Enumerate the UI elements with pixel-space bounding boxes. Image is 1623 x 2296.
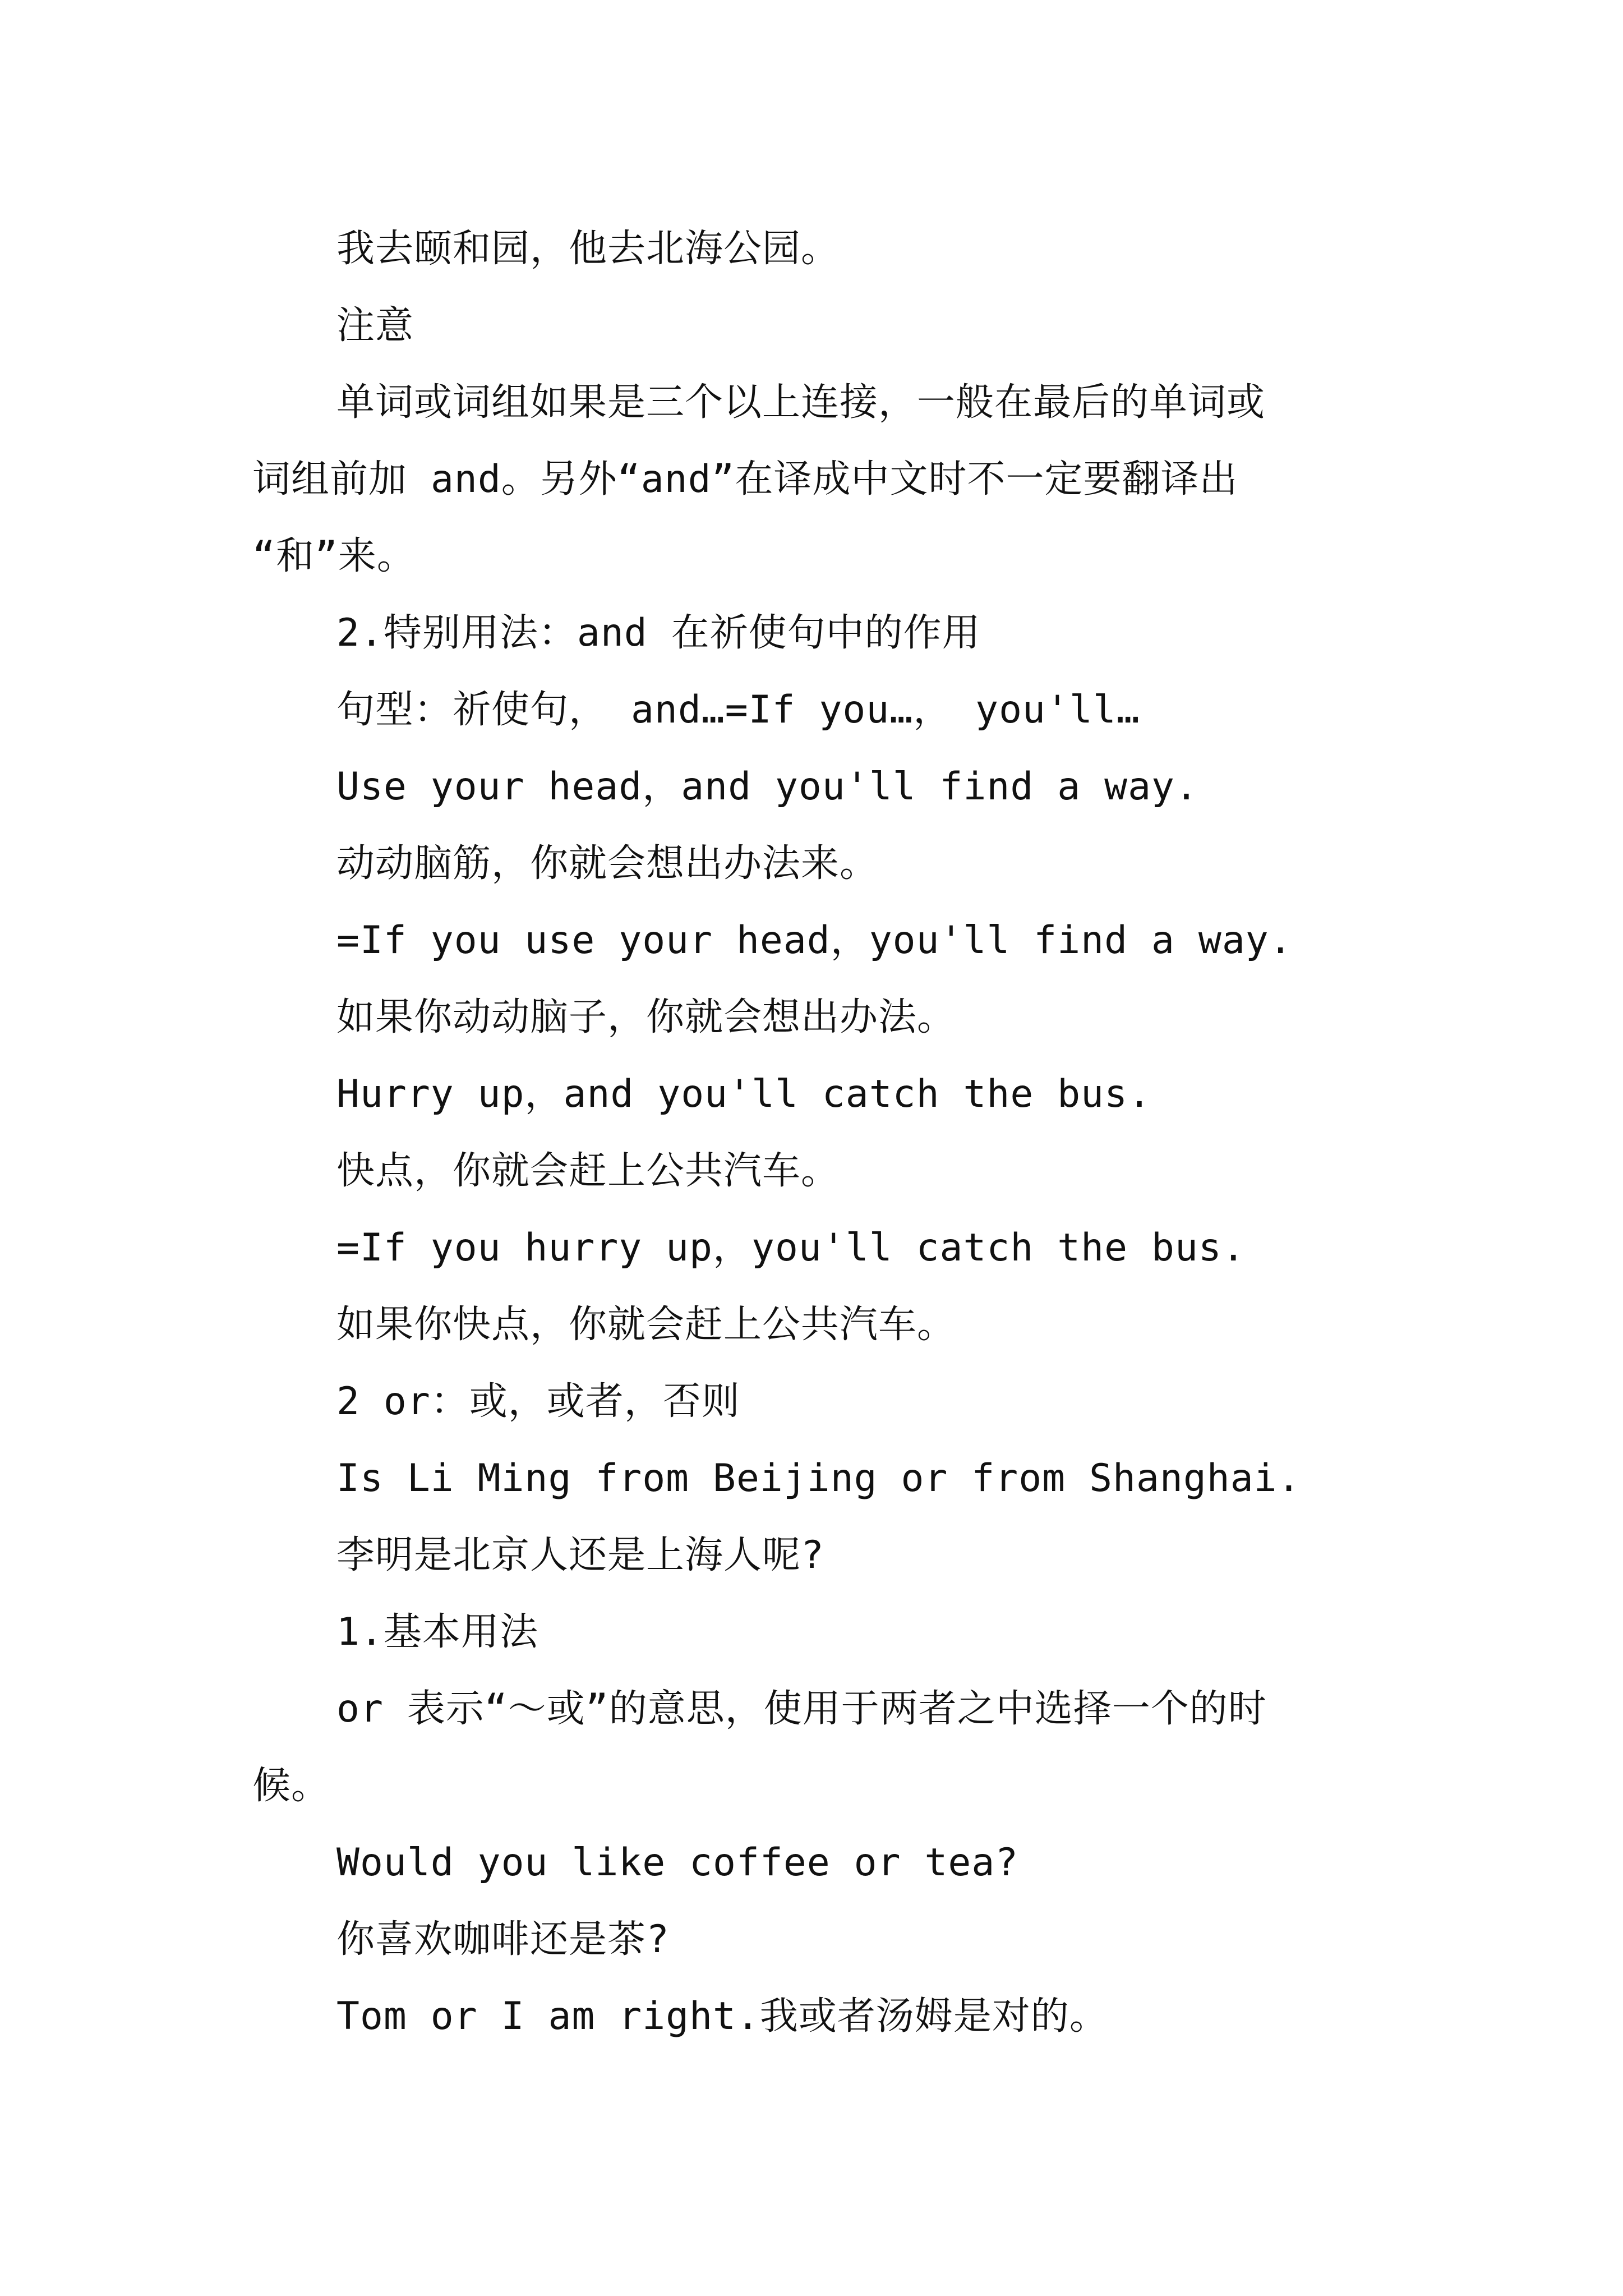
example-sentence: Would you like coffee or tea?: [336, 1841, 1019, 1885]
paragraph-line: “和”来。: [252, 534, 416, 578]
paragraph-line: 句型：祈使句， and…=If you…， you'll…: [336, 688, 1140, 732]
paragraph-line: 我去颐和园，他去北海公园。: [336, 227, 840, 271]
section-heading: 2 or：或，或者，否则: [336, 1379, 740, 1424]
example-translation: 李明是北京人还是上海人呢?: [336, 1533, 824, 1577]
example-translation: 如果你快点，你就会赶上公共汽车。: [336, 1303, 956, 1347]
paragraph-line: 候。: [252, 1764, 330, 1808]
example-sentence: Is Li Ming from Beijing or from Shanghai.: [336, 1456, 1301, 1501]
paragraph-line: or 表示“～或”的意思，使用于两者之中选择一个的时: [336, 1687, 1267, 1731]
document-body: [252, 210, 1391, 2055]
example-sentence: Hurry up，and you'll catch the bus.: [336, 1072, 1152, 1116]
paragraph-line: 词组前加 and。另外“and”在译成中文时不一定要翻译出: [252, 457, 1238, 501]
example-translation: 快点，你就会赶上公共汽车。: [336, 1149, 840, 1193]
section-heading: 1.基本用法: [336, 1610, 538, 1654]
paragraph-line: 单词或词组如果是三个以上连接，一般在最后的单词或: [336, 380, 1266, 425]
paragraph-line: 注意: [336, 303, 414, 348]
section-heading: 2.特别用法：and 在祈使句中的作用: [336, 611, 981, 655]
example-translation: 如果你动动脑子，你就会想出办法。: [336, 995, 956, 1039]
example-sentence: =If you hurry up，you'll catch the bus.: [336, 1226, 1246, 1270]
example-sentence: =If you use your head，you'll find a way.: [336, 918, 1293, 963]
example-translation: 你喜欢咖啡还是茶?: [336, 1917, 670, 1962]
example-translation: 动动脑筋，你就会想出办法来。: [336, 841, 879, 886]
example-sentence: Tom or I am right.我或者汤姆是对的。: [336, 1994, 1108, 2039]
example-sentence: Use your head，and you'll find a way.: [336, 765, 1198, 809]
